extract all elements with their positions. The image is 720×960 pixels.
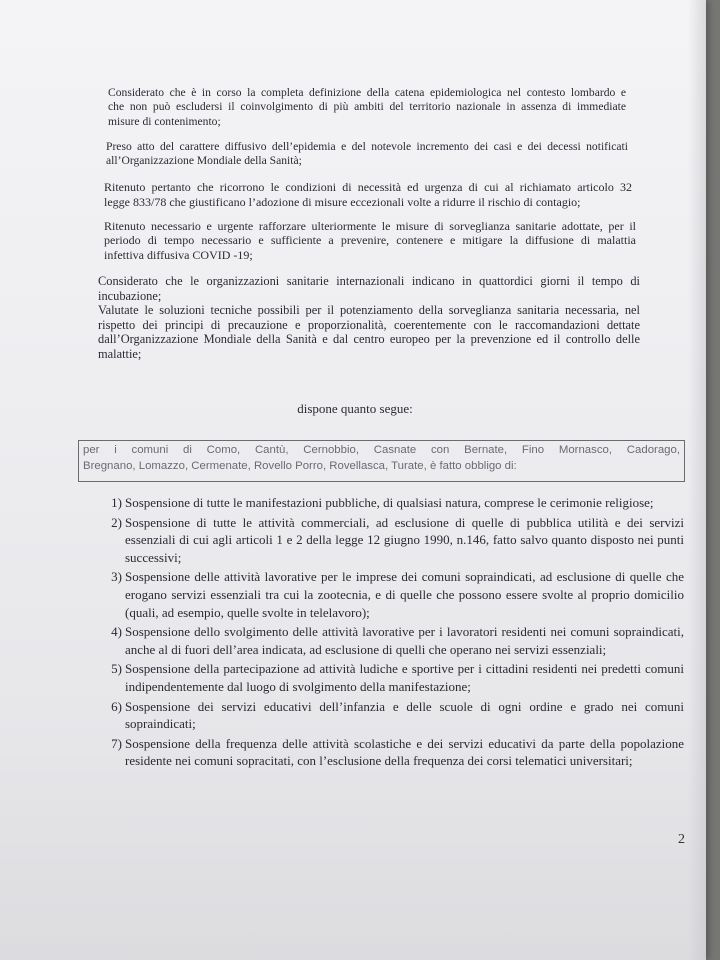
text-line: malattie; — [98, 346, 142, 361]
list-item — [106, 568, 684, 621]
text-line: legge 833/78 che giustificano l’adozione di misure eccezionali volte a ridurre il rischio di contagio; — [104, 195, 581, 209]
paragraph-ritenuto-pertanto — [104, 180, 632, 210]
item-text: Sospensione della partecipazione ad attività ludiche e sportive per i cittadini residenti nei predetti comuni indipendentemente dal luogo di svolgimento della manifestazione; — [125, 661, 684, 694]
item-text: Sospensione dei servizi educativi dell’infanzia e delle scuole di ogni ordine e grado nei comuni sopraindicati; — [125, 698, 684, 732]
box-line: Bregnano, Lomazzo, Cermenate, Rovello Porro, Rovellasca, Turate, è fatto obbligo di: — [83, 460, 517, 472]
list-item — [106, 494, 684, 512]
text-line: dall’Organizzazione Mondiale della Sanità e dal centro europeo per la prevenzione ed il controllo delle — [98, 332, 640, 347]
list-item — [106, 735, 684, 770]
item-text: Sospensione di tutte le manifestazioni pubbliche, di qualsiasi natura, comprese le cerimonie religiose; — [125, 495, 654, 510]
paragraph-ritenuto-necessario — [104, 219, 636, 262]
item-text: Sospensione dello svolgimento delle attività lavorative per i lavoratori residenti nei comuni sopraindicati, anche al di fuori dell’area indicata, ad esclusione di quelli che operano nei servizi essenziali; — [125, 624, 684, 657]
item-text: Sospensione di tutte le attività commerciali, ad esclusione di quelle di pubblica utilità e dei servizi essenziali di cui agli articoli 1 e 2 della legge 12 giugno 1990, n.146, fatto salvo quanto disposto nei punti successivi; — [125, 514, 684, 565]
text-line: rispetto dei principi di precauzione e proporzionalità, coerentemente con le raccomandazioni dettate — [98, 317, 640, 332]
text-line: Considerato che le organizzazioni sanitarie internazionali indicano in quattordici giorni il tempo di — [98, 274, 640, 288]
list-item — [106, 698, 684, 733]
text-line: Ritenuto necessario e urgente rafforzare ulteriormente le misure di sorveglianza sanitarie adottate, per il — [104, 219, 636, 233]
item-number: 2) — [111, 514, 122, 530]
text-line: che non può escludersi il coinvolgimento di più ambiti del territorio nazionale in assenza di immediate — [108, 100, 626, 114]
municipalities-box — [78, 440, 685, 482]
text-line: Preso atto del carattere diffusivo dell’epidemia e del notevole incremento dei casi e dei decessi notificati — [106, 140, 628, 153]
item-number: 1) — [111, 495, 122, 510]
dispone-heading: dispone quanto segue: — [297, 401, 413, 416]
list-item — [106, 623, 684, 658]
box-line: per i comuni di Como, Cantù, Cernobbio, Casnate con Bernate, Fino Mornasco, Cadorago, — [83, 444, 680, 456]
list-item — [106, 514, 684, 567]
paragraph-considerato-valutate — [98, 274, 640, 362]
page-number: 2 — [678, 832, 685, 847]
item-number: 5) — [111, 661, 122, 677]
text-line: Valutate le soluzioni tecniche possibili per il potenziamento della sorveglianza sanitaria necessaria, nel — [98, 303, 640, 318]
provisions-list — [106, 494, 684, 772]
item-number: 3) — [111, 569, 122, 585]
paragraph-preso-atto — [106, 140, 628, 169]
item-text: Sospensione delle attività lavorative per le imprese dei comuni sopraindicati, ad esclusione di quelle che erogano servizi essenziali tra cui la zootecnia, e di quelle che possono essere svolte al proprio domicilio (quali, ad esempio, quelle svolte in telelavoro); — [125, 569, 684, 620]
paragraph-epidemiologica — [108, 86, 626, 129]
text-line: Ritenuto pertanto che ricorrono le condizioni di necessità ed urgenza di cui al richiamato articolo 32 — [104, 180, 632, 194]
text-line: all’Organizzazione Mondiale della Sanità; — [106, 154, 302, 168]
text-line: infettiva diffusiva COVID -19; — [104, 247, 253, 262]
item-number: 6) — [111, 698, 122, 714]
item-text: Sospensione della frequenza delle attività scolastiche e dei servizi educativi da parte della popolazione residente nei comuni sopracitati, con l’esclusione della frequenza dei corsi telematici universitari; — [125, 735, 684, 769]
text-line: periodo di tempo necessario e sufficiente a prevenire, contenere e mitigare la diffusione di malattia — [104, 233, 636, 248]
text-line: misure di contenimento; — [108, 114, 221, 128]
item-number: 4) — [111, 624, 122, 640]
item-number: 7) — [111, 735, 122, 751]
text-line: Considerato che è in corso la completa definizione della catena epidemiologica nel contesto lombardo e — [108, 86, 626, 99]
list-item — [106, 660, 684, 695]
text-line: incubazione; — [98, 288, 162, 303]
